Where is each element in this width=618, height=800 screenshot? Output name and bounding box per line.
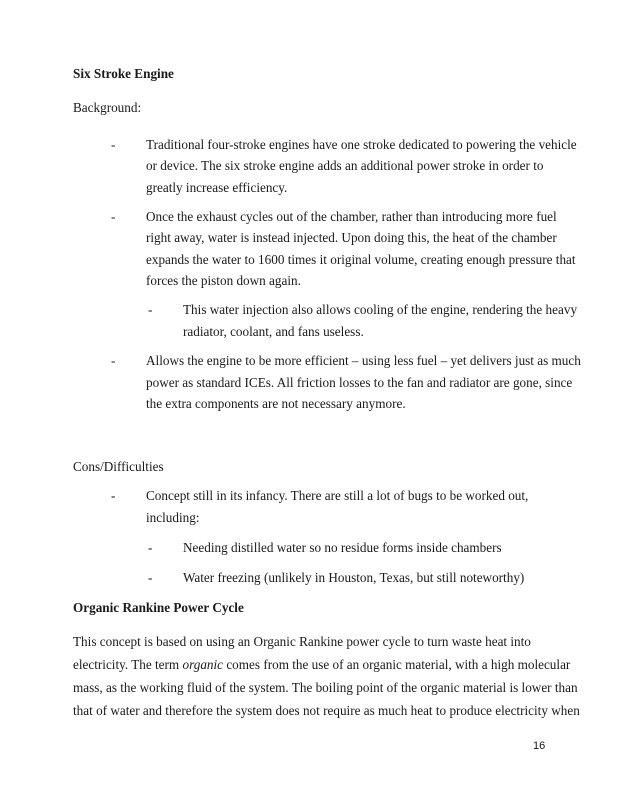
bullet-dash: -: [111, 137, 116, 152]
bullet-dash: -: [111, 488, 116, 503]
organic-term: organic: [182, 657, 224, 672]
orc-para-line-2-pre: electricity. The term: [73, 657, 183, 672]
section-title-orc: Organic Rankine Power Cycle: [73, 600, 244, 615]
orc-para-line-2-post: comes from the use of an organic material, with a high molecular: [223, 657, 571, 672]
bullet-2-line-1: Once the exhaust cycles out of the chamber, rather than introducing more fuel: [146, 209, 557, 224]
sub-bullet-line-1: This water injection also allows cooling of the engine, rendering the heavy: [183, 302, 578, 317]
sub-bullet-dash: -: [148, 540, 153, 555]
bullet-3-line-3: the extra components are not necessary anymore.: [146, 396, 406, 411]
sub-bullet-line-2: radiator, coolant, and fans useless.: [183, 324, 364, 339]
bullet-dash: -: [111, 353, 116, 368]
bullet-dash: -: [111, 209, 116, 224]
orc-para-line-4: that of water and therefore the system does not require as much heat to produce electricity when: [73, 703, 580, 718]
cons-sub-2: Water freezing (unlikely in Houston, Texas, but still noteworthy): [183, 570, 525, 585]
bullet-2-line-3: expands the water to 1600 times it original volume, creating enough pressure that: [146, 252, 576, 267]
cons-label: Cons/Difficulties: [73, 459, 164, 474]
sub-bullet-dash: -: [148, 302, 153, 317]
sub-bullet-dash: -: [148, 570, 153, 585]
orc-para-line-2: [73, 657, 570, 673]
bullet-1-line-2: or device. The six stroke engine adds an additional power stroke in order to: [146, 158, 544, 173]
bullet-2-line-2: right away, water is instead injected. Upon doing this, the heat of the chamber: [146, 230, 557, 245]
bullet-1-line-3: greatly increase efficiency.: [146, 180, 288, 195]
orc-para-line-1: This concept is based on using an Organic Rankine power cycle to turn waste heat into: [73, 634, 531, 649]
background-label: Background:: [73, 100, 142, 115]
cons-sub-1: Needing distilled water so no residue forms inside chambers: [183, 540, 502, 555]
cons-line-2: including:: [146, 510, 200, 525]
bullet-2-line-4: forces the piston down again.: [146, 273, 301, 288]
bullet-3-line-2: power as standard ICEs. All friction losses to the fan and radiator are gone, since: [146, 375, 573, 390]
cons-line-1: Concept still in its infancy. There are still a lot of bugs to be worked out,: [146, 488, 529, 503]
orc-para-line-3: mass, as the working fluid of the system. The boiling point of the organic material is lower than: [73, 680, 578, 695]
section-title-six-stroke: Six Stroke Engine: [73, 66, 174, 81]
bullet-1-line-1: Traditional four-stroke engines have one stroke dedicated to powering the vehicle: [146, 137, 577, 152]
page-number: 16: [533, 740, 546, 752]
bullet-3-line-1: Allows the engine to be more efficient – using less fuel – yet delivers just as much: [146, 353, 581, 368]
